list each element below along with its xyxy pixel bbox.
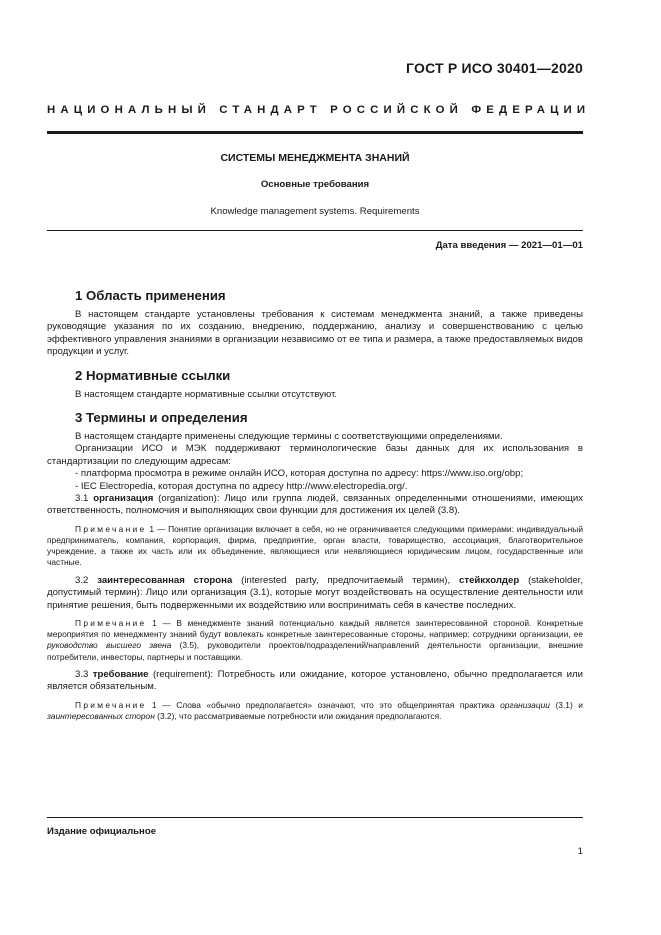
term-name: заинтересованная сторона	[97, 574, 233, 586]
term-name: требование	[92, 668, 149, 680]
term-alt-name: стейкхолдер	[459, 574, 520, 586]
term-name: организация	[93, 493, 154, 505]
official-edition-label: Издание официальное	[47, 826, 157, 837]
footer-divider	[47, 817, 583, 818]
section-2-heading: 2 Нормативные ссылки	[75, 367, 231, 383]
introduction-date: Дата введения — 2021—01—01	[435, 240, 583, 251]
note-label: Примечание	[75, 523, 147, 534]
section-1-paragraph: В настоящем стандарте установлены требования к системам менеджмента знаний, а также приведены руководящие указания по их созданию, внедрению, поддержанию, анализу и совершенствованию с целью эффективного управления знаниями в организации независимо от ее типа и размера, а также предоставляемых видов продукции и услуг.	[47, 309, 583, 358]
note-label: Примечание	[75, 617, 147, 628]
header-divider	[47, 131, 583, 134]
document-body	[47, 288, 583, 722]
section-3-paragraph: Организации ИСО и МЭК поддерживают терминологические базы данных для их использования в стандартизации по следующим адресам:	[47, 443, 583, 467]
note-3-2: Примечание 1 — В менеджменте знаний потенциально каждый является заинтересованной стороной. Конкретные мероприятия по менеджменту знаний будут вовлекать конкретные заинтересованные стороны, например: сотрудники организации, ее руководство высшего звена (3.5), руководители проектов/подразделений/направлений деятельности организации, внешние потребители, инвесторы, партнеры и поставщики.	[47, 617, 583, 662]
section-3-heading: 3 Термины и определения	[75, 410, 248, 426]
english-title: Knowledge management systems. Requirements	[210, 206, 420, 217]
document-subtitle: Основные требования	[260, 179, 370, 190]
terminology-database-list	[47, 468, 583, 493]
section-1-heading: 1 Область применения	[75, 288, 226, 303]
note-label: Примечание	[75, 699, 147, 710]
title-divider	[47, 230, 583, 231]
section-3-paragraph: В настоящем стандарте применены следующие термины с соответствующими определениями.	[75, 431, 503, 443]
term-3-1: 3.1 организация (organization): Лицо или группа людей, связанных определенными отношениями, имеющих ответственность, полномочия и выполняющих свои функции для достижения их целей (3.8).	[47, 493, 583, 517]
document-code: ГОСТ Р ИСО 30401—2020	[406, 60, 583, 76]
term-3-2: 3.2 заинтересованная сторона (interested party, предпочитаемый термин), стейкхолдер (stakeholder, допустимый термин): Лицо или организация (3.1), которые могут воздействовать на осуществление деятельности или принятие решения, быть подверженными их воздействию или воспринимать себя в качестве последних.	[47, 574, 583, 611]
document-title: СИСТЕМЫ МЕНЕДЖМЕНТА ЗНАНИЙ	[220, 152, 410, 164]
note-3-3: Примечание 1 — Слова «обычно предполагается» означают, что это общепринятая практика организации (3.1) и заинтересованных сторон (3.2), что рассматриваемые потребности или ожидания предполагаются.	[47, 699, 583, 721]
page-number: 1	[577, 846, 583, 857]
national-standard-banner: НАЦИОНАЛЬНЫЙ СТАНДАРТ РОССИЙСКОЙ ФЕДЕРАЦИИ	[47, 104, 591, 116]
list-item: - IEC Electropedia, которая доступна по адресу http://www.electropedia.org/.	[75, 480, 408, 492]
section-2-paragraph: В настоящем стандарте нормативные ссылки отсутствуют.	[75, 388, 337, 400]
list-item: - платформа просмотра в режиме онлайн ИСО, которая доступна по адресу: https://www.iso.org/obp;	[75, 468, 524, 480]
note-3-1: Примечание 1 — Понятие организации включает в себя, но не ограничивается следующими примерами: индивидуальный предприниматель, компания, корпорация, фирма, предприятие, орган власти, товарищество, ассоциация, благотворительное учреждение, а также их часть или их объединение, являющиеся или неявляющиеся юридическим лицом, государственные или частные.	[47, 523, 583, 568]
term-3-3: 3.3 требование (requirement): Потребность или ожидание, которое установлено, обычно предполагается или является обязательным.	[47, 668, 583, 693]
